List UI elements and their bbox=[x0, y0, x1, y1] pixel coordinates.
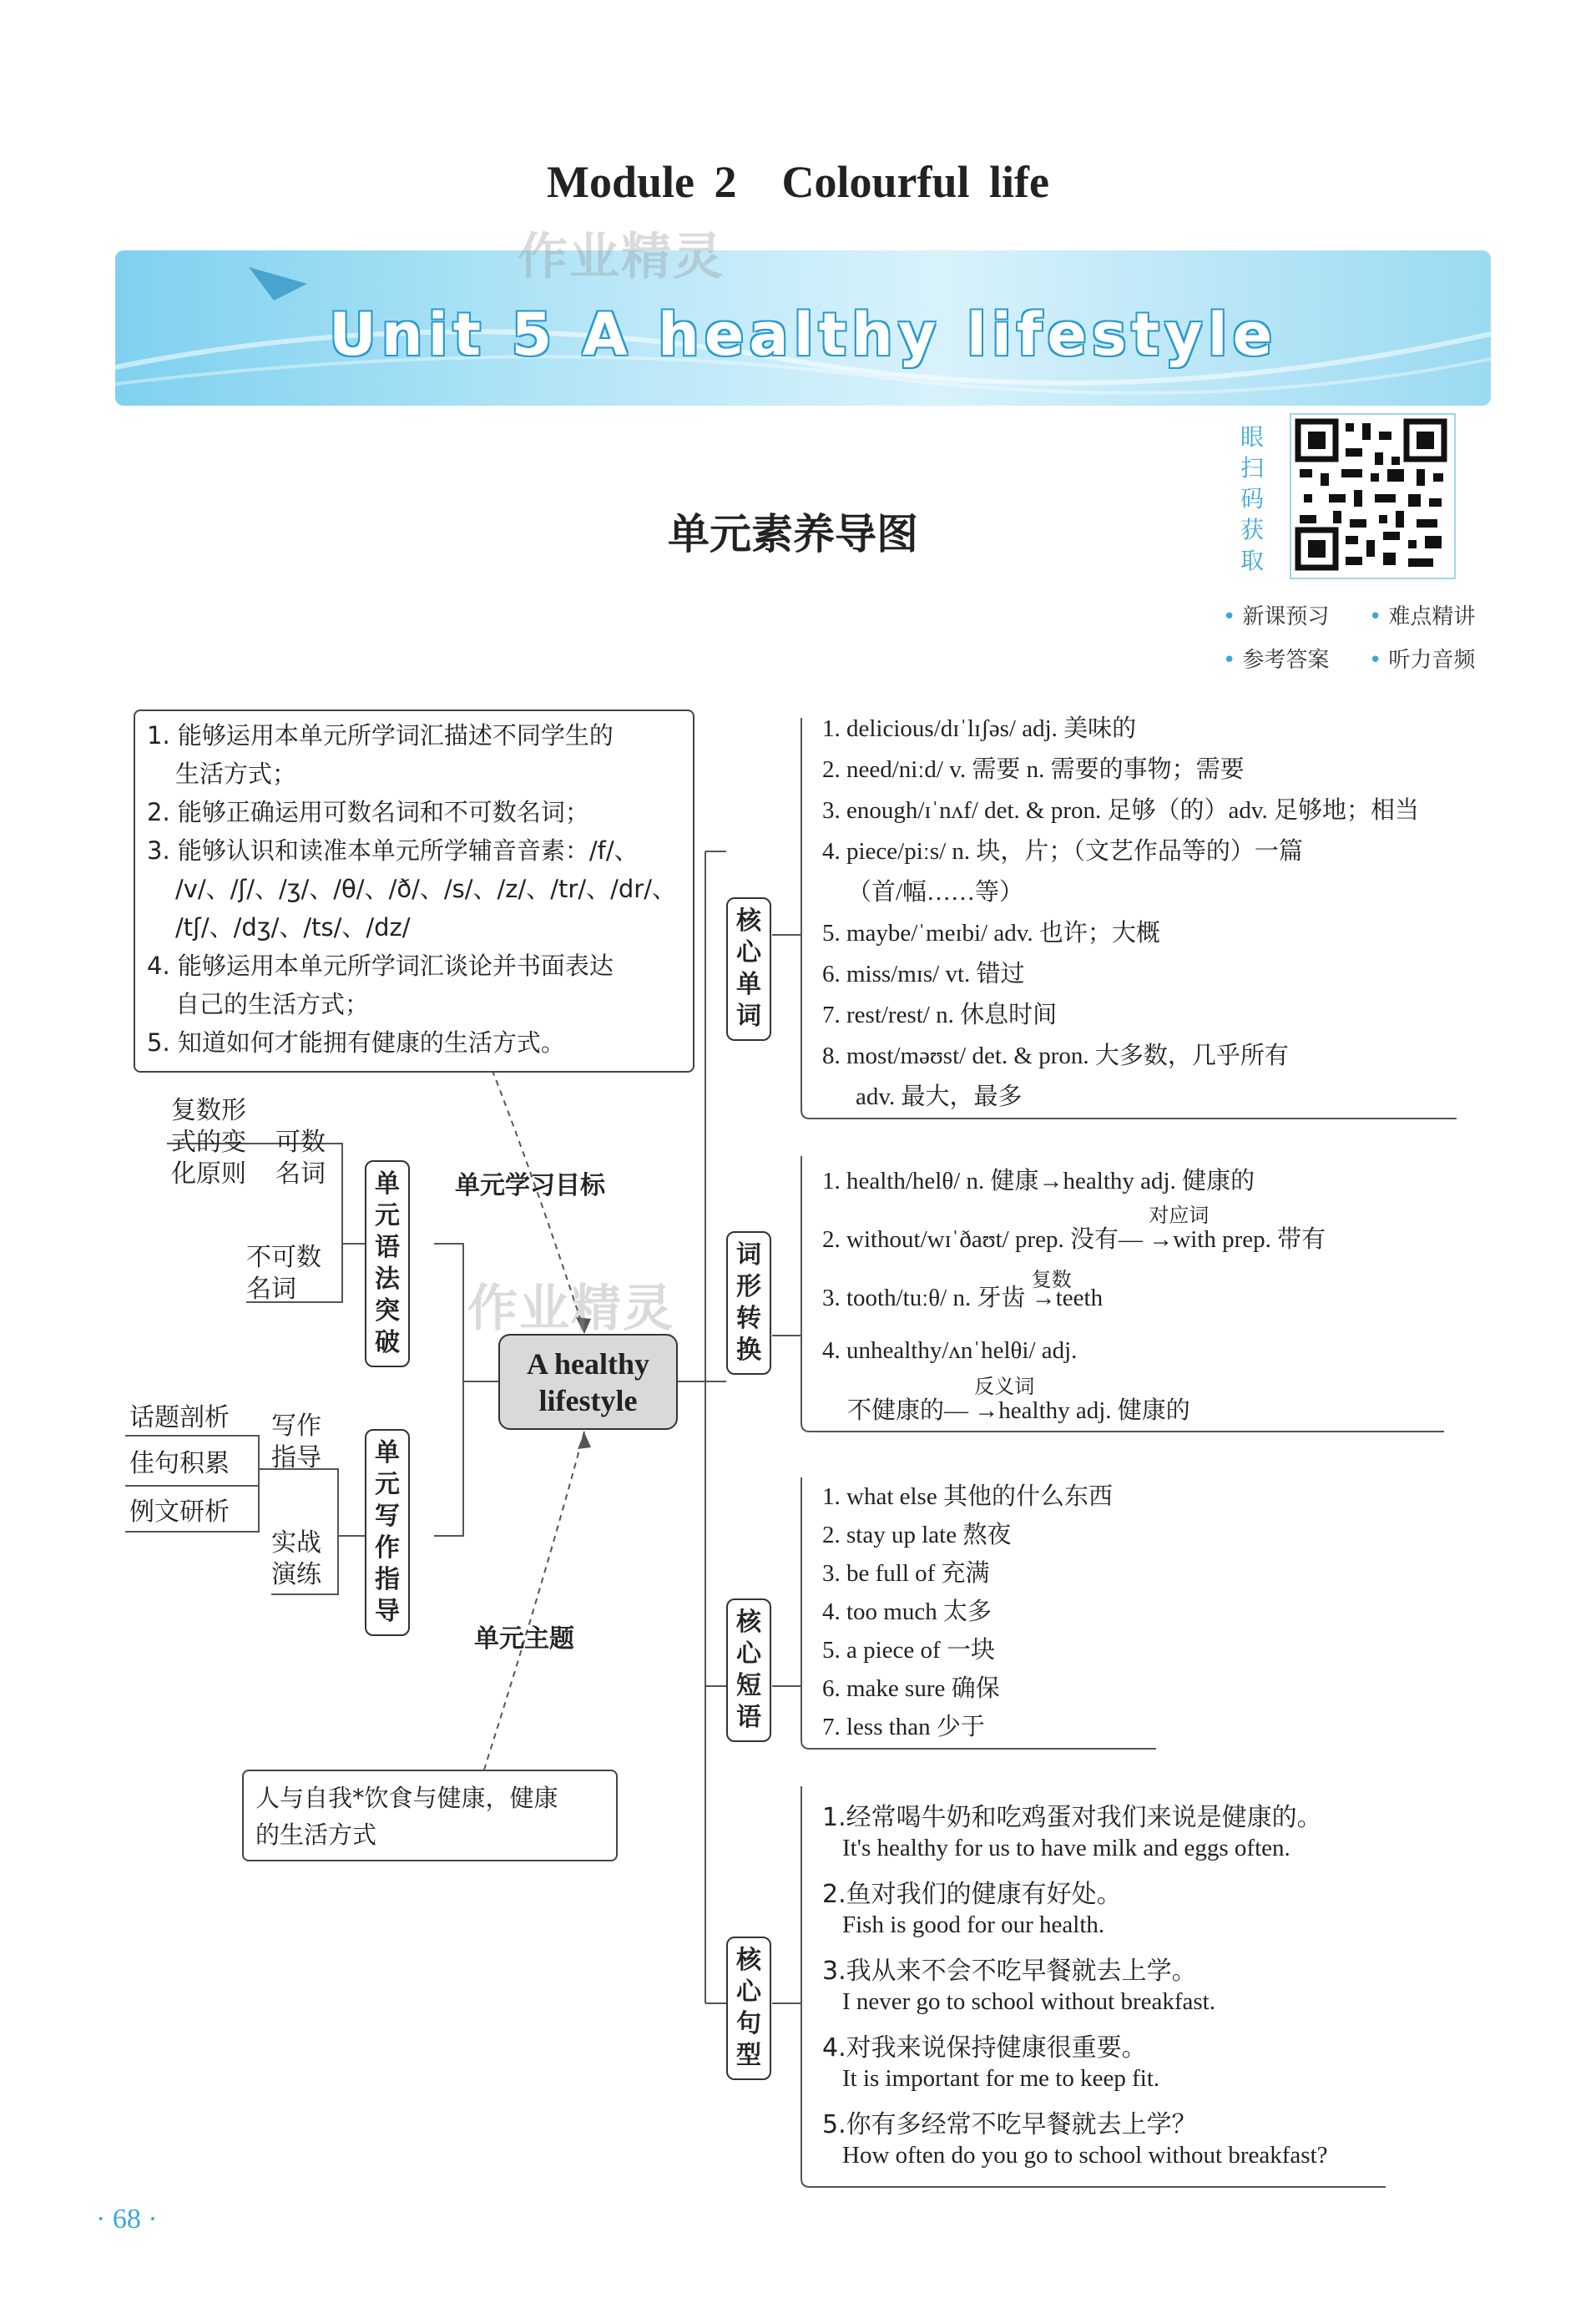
list-item: 4. unhealthy/ʌnˈhelθi/ adj. bbox=[822, 1337, 1078, 1364]
core-phrases-list bbox=[822, 1477, 1240, 1745]
objective-line: /v/、/ʃ/、/ʒ/、/θ/、/ð/、/s/、/z/、/tr/、/dr/、 bbox=[175, 875, 676, 903]
list-item: 1. delicious/dɪˈlɪʃəs/ adj. 美味的 bbox=[822, 715, 1137, 742]
list-item: 4. piece/piːs/ n. 块，片；（文艺作品等的）一篇 bbox=[822, 838, 1303, 865]
writing-guide-label: 写作 指导 bbox=[271, 1412, 321, 1472]
theme-text-line: 的生活方式 bbox=[255, 1821, 377, 1849]
objective-line: 4. 能够运用本单元所学词汇谈论并书面表达 bbox=[147, 952, 614, 980]
core-sentences-label: 核 心 句 型 bbox=[726, 1937, 771, 2080]
sentence-en: It is important for me to keep fit. bbox=[842, 2065, 1160, 2092]
list-item: 2. stay up late 熬夜 bbox=[822, 1522, 1012, 1548]
objective-line: 生活方式； bbox=[175, 760, 297, 788]
word-form-target: →healthy adj. 健康的 bbox=[974, 1397, 1190, 1424]
sentence-en: It's healthy for us to have milk and eggs often. bbox=[842, 1835, 1290, 1861]
watermark: 作业精灵 bbox=[467, 1280, 674, 1338]
core-words-label: 核 心 单 词 bbox=[726, 897, 771, 1041]
sentence-en: How often do you go to school without breakfast? bbox=[842, 2142, 1328, 2169]
list-item: 5. maybe/ˈmeɪbi/ adv. 也许；大概 bbox=[822, 920, 1160, 947]
objective-line: 1. 能够运用本单元所学词汇描述不同学生的 bbox=[147, 721, 614, 750]
sentence-cn: 4.对我来说保持健康很重要。 bbox=[822, 2033, 1147, 2063]
list-item: 3. enough/ɪˈnʌf/ det. & pron. 足够（的）adv. 足够地；相当 bbox=[822, 797, 1419, 824]
arrow-label: 对应词 bbox=[1149, 1204, 1210, 1227]
theme-label: 单元主题 bbox=[474, 1624, 574, 1654]
word-forms-label: 词 形 转 换 bbox=[726, 1231, 771, 1375]
theme-text-line: 人与自我*饮食与健康，健康 bbox=[255, 1784, 558, 1812]
objective-line: 自己的生活方式； bbox=[175, 990, 370, 1018]
sentence-cn: 1.经常喝牛奶和吃鸡蛋对我们来说是健康的。 bbox=[822, 1803, 1322, 1832]
list-item: 6. miss/mɪs/ vt. 错过 bbox=[822, 961, 1025, 987]
resource-explanation[interactable]: • 难点精讲 bbox=[1369, 604, 1476, 629]
countable-label: 可数 名词 bbox=[275, 1128, 326, 1189]
list-item: 7. less than 少于 bbox=[822, 1714, 985, 1740]
list-item: 5. a piece of 一块 bbox=[822, 1637, 995, 1664]
example-study-label: 例文研析 bbox=[129, 1497, 230, 1527]
resource-audio[interactable]: • 听力音频 bbox=[1369, 648, 1476, 673]
writing-label: 单 元 写 作 指 导 bbox=[365, 1429, 410, 1636]
unit-title: Unit 5 A healthy lifestyle bbox=[328, 300, 1278, 369]
practice-label: 实战 演练 bbox=[271, 1528, 321, 1589]
objective-line: /tʃ/、/dʒ/、/ts/、/dz/ bbox=[175, 913, 411, 942]
sentence-en: Fish is good for our health. bbox=[842, 1911, 1105, 1938]
list-item: 1. what else 其他的什么东西 bbox=[822, 1483, 1113, 1510]
grammar-label: 单 元 语 法 突 破 bbox=[365, 1160, 410, 1367]
center-node bbox=[498, 1334, 678, 1430]
watermark: 作业精灵 bbox=[518, 228, 725, 286]
list-item: 1. health/helθ/ n. 健康→healthy adj. 健康的 bbox=[822, 1168, 1255, 1194]
center-node-line1: A healthy bbox=[526, 1347, 650, 1381]
sentence-collection-label: 佳句积累 bbox=[129, 1449, 230, 1478]
word-form-target: →with prep. 带有 bbox=[1149, 1226, 1326, 1253]
list-item: 8. most/məʊst/ det. & pron. 大多数，几乎所有 bbox=[822, 1043, 1289, 1069]
resource-answers[interactable]: • 参考答案 bbox=[1223, 648, 1330, 673]
topic-analysis-label: 话题剖析 bbox=[129, 1403, 230, 1432]
core-phrases-label: 核 心 短 语 bbox=[726, 1598, 771, 1742]
sentence-cn: 5.你有多经常不吃早餐就去上学？ bbox=[822, 2110, 1197, 2139]
list-item: 不健康的— 反义词 →healthy adj. 健康的 bbox=[847, 1391, 1190, 1426]
list-item: 3. tooth/tuːθ/ n. 牙齿 复数 →teeth bbox=[822, 1279, 1103, 1313]
resource-preview[interactable]: • 新课预习 bbox=[1223, 604, 1330, 629]
sentence-en: I never go to school without breakfast. bbox=[842, 1988, 1215, 2015]
sentence-cn: 3.我从来不会不吃早餐就去上学。 bbox=[822, 1957, 1197, 1986]
uncountable-label: 不可数 名词 bbox=[246, 1243, 321, 1304]
arrow-label: 反义词 bbox=[974, 1375, 1035, 1398]
list-item: 3. be full of 充满 bbox=[822, 1560, 990, 1587]
sentence-cn: 2.鱼对我们的健康有好处。 bbox=[822, 1880, 1122, 1909]
core-words-list bbox=[822, 710, 1490, 1110]
scan-label: 眼 扫 码 获 取 bbox=[1240, 423, 1264, 574]
objective-line: 2. 能够正确运用可数名词和不可数名词； bbox=[147, 798, 589, 826]
word-forms-list bbox=[822, 1162, 1473, 1429]
objective-line: 5. 知道如何才能拥有健康的生活方式。 bbox=[147, 1028, 565, 1057]
list-item: adv. 最大，最多 bbox=[856, 1083, 1023, 1110]
arrow-label: 复数 bbox=[1031, 1268, 1072, 1291]
page-number: · 68 · bbox=[96, 2204, 158, 2235]
section-title: 单元素养导图 bbox=[668, 510, 918, 558]
module-title: Module 2 Colourful life bbox=[547, 157, 1049, 207]
list-item: 6. make sure 确保 bbox=[822, 1675, 1000, 1702]
list-item: 2. need/niːd/ v. 需要 n. 需要的事物；需要 bbox=[822, 756, 1245, 783]
plural-rule-label: 复数形 式的变 化原则 bbox=[171, 1096, 246, 1189]
list-item: 7. rest/rest/ n. 休息时间 bbox=[822, 1002, 1058, 1028]
objectives-box bbox=[134, 710, 694, 1073]
goal-label: 单元学习目标 bbox=[455, 1171, 605, 1200]
list-item: （首/幅……等） bbox=[847, 879, 1024, 906]
objective-line: 3. 能够认识和读准本单元所学辅音音素：/f/、 bbox=[147, 836, 639, 865]
list-item: 4. too much 太多 bbox=[822, 1598, 992, 1625]
theme-box bbox=[242, 1770, 618, 1861]
word-form-target: →teeth bbox=[1031, 1285, 1104, 1311]
core-sentences-list bbox=[822, 1796, 1490, 2180]
center-node-line2: lifestyle bbox=[538, 1384, 638, 1417]
list-item: 2. without/wɪˈðaʊt/ prep. 没有— 对应词 →with prep. 带有 bbox=[822, 1220, 1326, 1255]
